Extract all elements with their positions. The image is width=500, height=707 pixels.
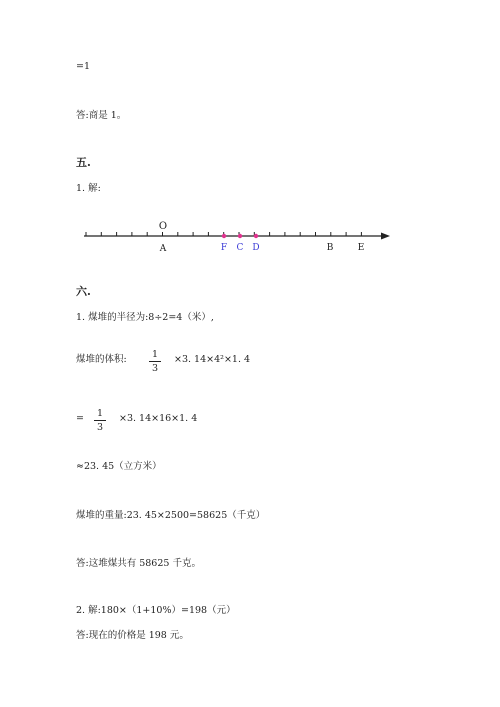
equals-sign: = <box>76 413 84 424</box>
point-c <box>238 234 242 238</box>
fraction-one-third <box>149 349 161 374</box>
point-f <box>222 234 226 238</box>
fraction-numerator: 1 <box>96 408 104 419</box>
fraction-denominator: 3 <box>96 422 104 433</box>
fraction-one-third-2 <box>94 408 106 433</box>
section-heading-6: 六. <box>76 285 91 298</box>
approx-result: ≈23. 45（立方米） <box>76 461 162 472</box>
volume-label: 煤堆的体积: <box>76 354 127 365</box>
fraction-bar <box>94 420 106 421</box>
number-line <box>0 215 500 255</box>
fraction-denominator: 3 <box>151 363 159 374</box>
fraction-numerator: 1 <box>151 349 159 360</box>
point-d <box>254 234 258 238</box>
question-6-1: 1. 煤堆的半径为:8÷2=4（米）, <box>76 312 214 323</box>
label-b: B <box>326 243 334 253</box>
label-o: O <box>158 221 168 232</box>
label-e: E <box>357 243 365 253</box>
label-a: A <box>159 244 167 254</box>
section-heading-5: 五. <box>76 156 91 169</box>
answer-6-2: 答:现在的价格是 198 元。 <box>76 630 189 641</box>
label-d: D <box>252 243 260 253</box>
label-c: C <box>236 243 244 253</box>
label-f: F <box>220 243 228 253</box>
weight-line: 煤堆的重量:23. 45×2500=58625（千克） <box>76 510 266 521</box>
equation-result: =1 <box>76 61 91 72</box>
answer-6-1: 答:这堆煤共有 58625 千克。 <box>76 558 201 569</box>
answer-text: 答:商是 1。 <box>76 110 127 121</box>
number-line-axis <box>84 232 390 240</box>
question-6-2: 2. 解:180×（1+10%）=198（元） <box>76 605 236 616</box>
fraction-bar <box>149 361 161 362</box>
equals-expression: ×3. 14×16×1. 4 <box>119 413 198 424</box>
question-5-1: 1. 解: <box>76 183 101 194</box>
volume-expression: ×3. 14×4²×1. 4 <box>174 354 251 365</box>
